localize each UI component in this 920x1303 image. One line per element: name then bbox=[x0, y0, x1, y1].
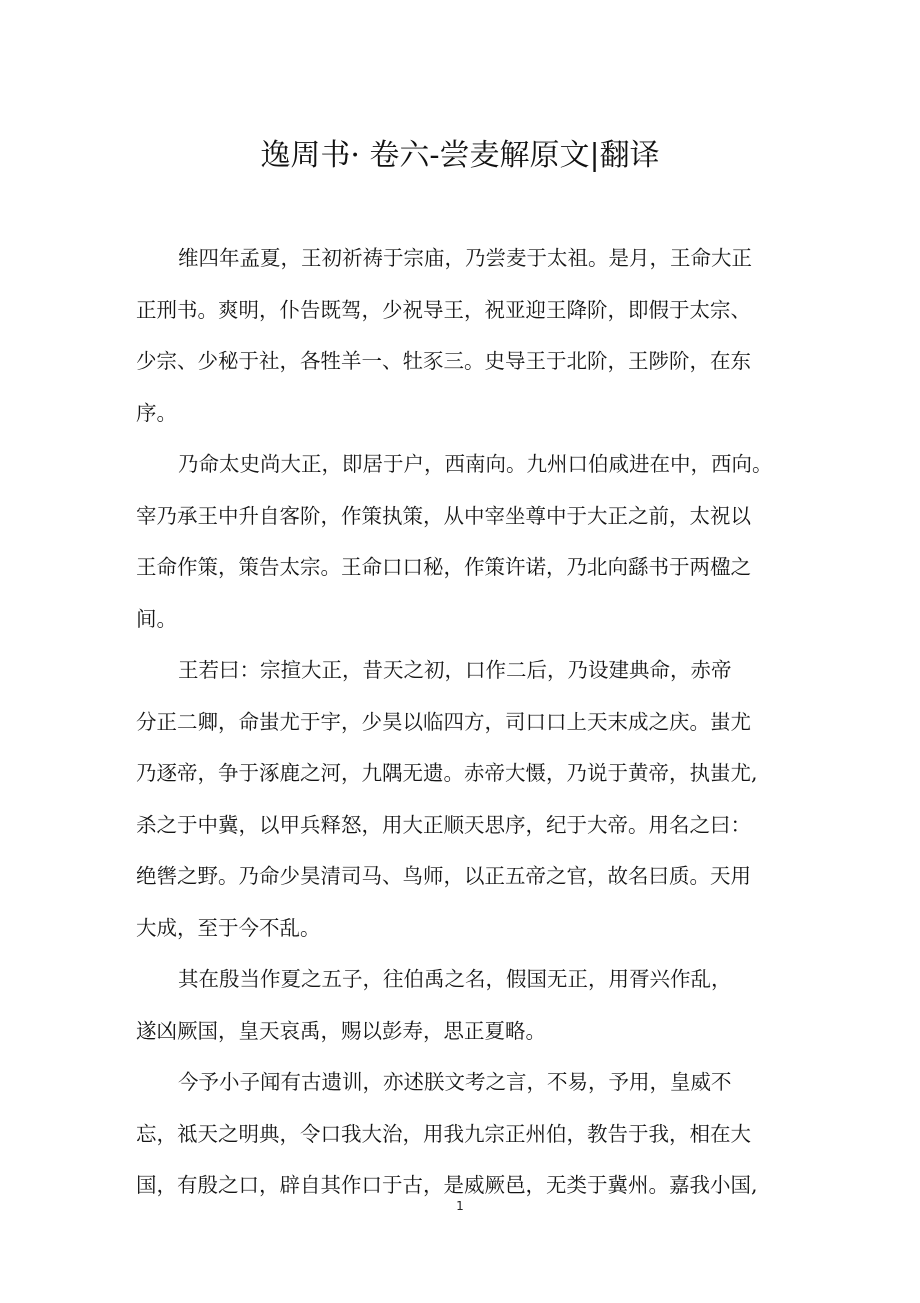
page-number: 1 bbox=[456, 1199, 464, 1213]
text-line: 其在殷当作夏之五子，往伯禹之名，假国无正，用胥兴作乱， bbox=[178, 967, 732, 991]
text-line: 遂凶厥国，皇天哀禹，赐以彭寿，思正夏略。 bbox=[136, 1018, 546, 1043]
text-line: 绝辔之野。乃命少昊清司马、鸟师，以正五帝之官，故名曰质。天用 bbox=[136, 864, 751, 888]
text-line: 国，有殷之口，辟自其作口于古，是威厥邑，无类于冀州。嘉我小国, bbox=[136, 1173, 758, 1197]
text-line: 杀之于中冀，以甲兵释怒，用大正顺天思序，纪于大帝。用名之曰： bbox=[136, 812, 751, 837]
text-line: 正刑书。爽明，仆告既驾，少祝导王，祝亚迎王降阶，即假于太宗、 bbox=[136, 297, 751, 322]
text-line: 维四年孟夏，王初祈祷于宗庙，乃尝麦于太祖。是月，王命大正 bbox=[178, 246, 752, 270]
text-line: 间。 bbox=[136, 606, 177, 631]
text-line: 序。 bbox=[136, 400, 177, 425]
paragraph-4 bbox=[136, 959, 776, 1062]
paragraph-5 bbox=[136, 1062, 776, 1217]
text-line: 大成，至于今不乱。 bbox=[136, 915, 321, 940]
body-text bbox=[136, 238, 776, 1217]
text-line: 今予小子闻有古遗训，亦述朕文考之言，不易，予用，皇威不 bbox=[178, 1070, 732, 1094]
paragraph-1 bbox=[136, 238, 776, 444]
text-line: 乃逐帝，争于涿鹿之河，九隅无遗。赤帝大慑，乃说于黄帝，执蚩尤, bbox=[136, 761, 758, 785]
text-line: 王命作策，策告太宗。王命口口秘，作策许诺，乃北向繇书于两楹之 bbox=[136, 555, 751, 579]
paragraph-2 bbox=[136, 444, 776, 650]
paragraph-3 bbox=[136, 650, 776, 959]
page-title: 逸周书· 卷六-尝麦解原文|翻译 bbox=[260, 138, 660, 173]
text-line: 王若曰：宗揎大正，昔天之初，口作二后，乃设建典命，赤帝 bbox=[178, 658, 732, 682]
text-line: 少宗、少秘于社，各牲羊一、牡豕三。史导王于北阶，王陟阶，在东 bbox=[136, 349, 751, 373]
text-line: 忘，祗天之明典，令口我大治，用我九宗正州伯，教告于我，相在大 bbox=[136, 1121, 751, 1146]
text-line: 分正二卿，命蚩尤于宇，少昊以临四方，司口口上天末成之庆。蚩尤 bbox=[136, 709, 751, 734]
text-line: 宰乃承王中升自客阶，作策执策，从中宰坐尊中于大正之前，太祝以 bbox=[136, 503, 751, 528]
text-line: 乃命太史尚大正，即居于户，西南向。九州口伯咸进在中，西向。 bbox=[178, 452, 773, 476]
